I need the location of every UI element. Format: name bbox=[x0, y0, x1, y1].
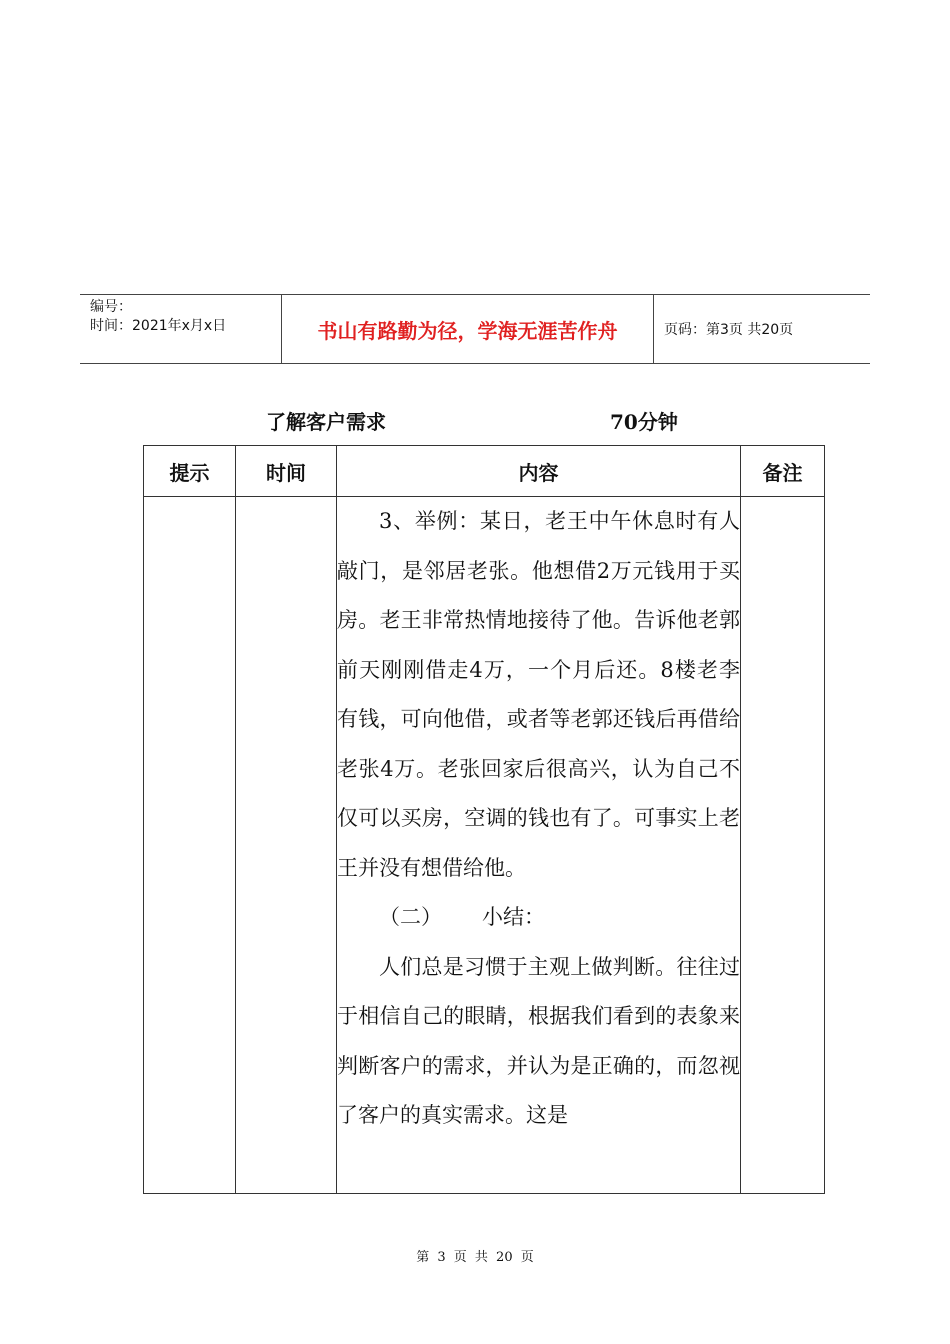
subheading-number: （二） bbox=[379, 905, 442, 929]
col-header-hint: 提示 bbox=[144, 446, 236, 497]
subheading-text: 小结： bbox=[482, 905, 545, 929]
summary-paragraph: 人们总是习惯于主观上做判断。往往过于相信自己的眼睛，根据我们看到的表象来判断客户的需求，并认为是正确的，而忽视了客户的真实需求。这是 bbox=[337, 954, 740, 1127]
page-header bbox=[80, 294, 870, 364]
subheading bbox=[337, 893, 740, 943]
section-title: 了解客户需求 bbox=[266, 410, 386, 434]
cell-hint bbox=[144, 497, 236, 1194]
time-label: 时间：2021年x月x日 bbox=[90, 318, 227, 334]
number-label: 编号： bbox=[90, 299, 132, 315]
section-title-row bbox=[0, 406, 950, 436]
cell-time bbox=[236, 497, 337, 1194]
example-paragraph: 3、举例：某日，老王中午休息时有人敲门，是邻居老张。他想借2万元钱用于买房。老王非常热情地接待了他。告诉他老郭前天刚刚借走4万，一个月后还。8楼老李有钱，可向他借，或者等老郭还钱后再借给老张4万。老张回家后很高兴，认为自己不仅可以买房，空调的钱也有了。可事实上老王并没有想借给他。 bbox=[337, 509, 740, 880]
table-row bbox=[144, 497, 825, 1194]
header-page-code: 页码：第3页 共20页 bbox=[664, 322, 794, 338]
section-duration: 70分钟 bbox=[610, 410, 678, 434]
col-header-time: 时间 bbox=[236, 446, 337, 497]
header-motto: 书山有路勤为径，学海无涯苦作舟 bbox=[282, 295, 654, 363]
table-header-row bbox=[144, 446, 825, 497]
cell-content bbox=[337, 497, 741, 1194]
lesson-table bbox=[143, 445, 825, 1194]
page-footer: 第 3 页 共 20 页 bbox=[416, 1250, 534, 1265]
col-header-notes: 备注 bbox=[741, 446, 825, 497]
header-meta bbox=[80, 295, 282, 363]
cell-notes bbox=[741, 497, 825, 1194]
col-header-content: 内容 bbox=[337, 446, 741, 497]
